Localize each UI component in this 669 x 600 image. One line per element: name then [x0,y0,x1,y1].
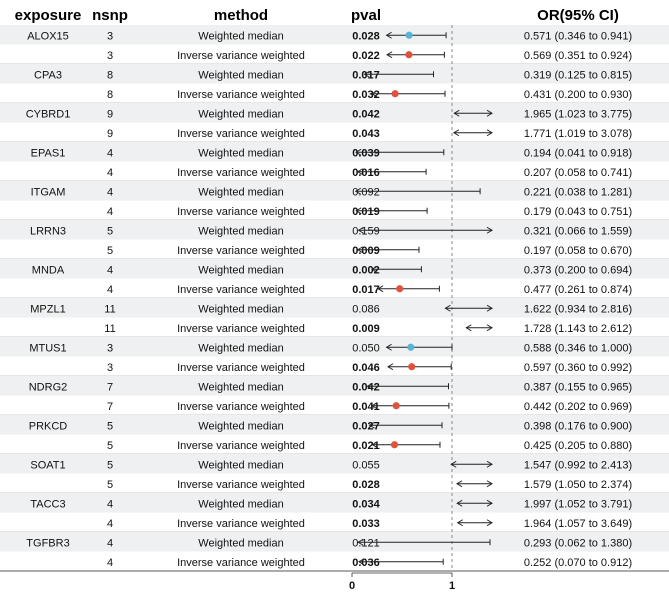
pval-value: 0.009 [352,322,380,335]
method-label: Weighted median [198,381,284,394]
nsnp-value: 9 [106,127,114,140]
or-ci-value: 0.373 (0.200 to 0.694) [523,264,633,277]
method-label: Weighted median [198,420,284,433]
pval-value: 0.042 [352,381,380,394]
pval-value: 0.028 [352,478,380,491]
exposure-label: TACC3 [30,498,66,511]
method-label: Inverse variance weighted [177,361,305,374]
pval-value: 0.017 [352,283,380,296]
method-label: Weighted median [198,537,284,550]
or-ci-value: 0.387 (0.155 to 0.965) [523,381,633,394]
nsnp-value: 4 [106,283,114,296]
method-label: Weighted median [198,186,284,199]
or-point-red [408,363,415,370]
or-ci-value: 0.398 (0.176 to 0.900) [523,420,633,433]
method-label: Inverse variance weighted [177,439,305,452]
method-label: Inverse variance weighted [177,478,305,491]
pval-value: 0.055 [352,459,380,472]
nsnp-value: 3 [106,361,114,374]
method-label: Weighted median [198,147,284,160]
nsnp-value: 9 [106,108,114,121]
or-ci-value: 0.597 (0.360 to 0.992) [523,361,633,374]
pval-value: 0.039 [352,147,380,160]
or-point-red [393,402,400,409]
or-ci-value: 1.997 (1.052 to 3.791) [523,498,633,511]
nsnp-value: 5 [106,478,114,491]
or-point-blue [406,32,413,39]
pval-value: 0.009 [352,244,380,257]
or-point-red [396,285,403,292]
method-label: Weighted median [198,30,284,43]
or-point-red [392,90,399,97]
header-exposure: exposure [14,7,82,24]
method-label: Inverse variance weighted [177,400,305,413]
pval-value: 0.022 [352,49,380,62]
or-ci-value: 0.571 (0.346 to 0.941) [523,30,633,43]
or-ci-value: 1.771 (1.019 to 3.078) [523,127,633,140]
nsnp-value: 3 [106,49,114,62]
or-ci-value: 1.547 (0.992 to 2.413) [523,459,633,472]
pval-value: 0.159 [352,225,380,238]
or-ci-value: 0.252 (0.070 to 0.912) [523,556,633,569]
or-ci-value: 1.622 (0.934 to 2.816) [523,303,633,316]
pval-value: 0.019 [352,205,380,218]
exposure-label: CYBRD1 [25,108,71,121]
exposure-label: TGFBR3 [26,537,70,550]
or-ci-value: 0.321 (0.066 to 1.559) [523,225,633,238]
exposure-label: EPAS1 [30,147,66,160]
method-label: Weighted median [198,69,284,82]
pval-value: 0.043 [352,127,380,140]
method-label: Inverse variance weighted [177,517,305,530]
or-point-red [391,441,398,448]
method-label: Weighted median [198,225,284,238]
nsnp-value: 4 [106,205,114,218]
or-point-red [405,51,412,58]
or-ci-value: 0.207 (0.058 to 0.741) [523,166,633,179]
exposure-label: MTUS1 [29,342,67,355]
or-ci-value: 0.477 (0.261 to 0.874) [523,283,633,296]
nsnp-value: 5 [106,459,114,472]
method-label: Inverse variance weighted [177,166,305,179]
x-axis [0,571,669,592]
method-label: Inverse variance weighted [177,127,305,140]
pval-value: 0.028 [352,30,380,43]
axis-tick-label: 1 [448,580,456,592]
nsnp-value: 4 [106,166,114,179]
method-label: Inverse variance weighted [177,49,305,62]
method-label: Inverse variance weighted [177,244,305,257]
pval-value: 0.027 [352,420,380,433]
or-ci-value: 0.293 (0.062 to 1.380) [523,537,633,550]
or-ci-value: 1.964 (1.057 to 3.649) [523,517,633,530]
pval-value: 0.092 [352,186,380,199]
pval-value: 0.050 [352,342,380,355]
exposure-label: MNDA [31,264,65,277]
pval-value: 0.086 [352,303,380,316]
method-label: Weighted median [198,303,284,316]
or-ci-value: 0.194 (0.041 to 0.918) [523,147,633,160]
method-label: Weighted median [198,498,284,511]
nsnp-value: 8 [106,69,114,82]
nsnp-value: 5 [106,420,114,433]
method-label: Inverse variance weighted [177,322,305,335]
nsnp-value: 4 [106,498,114,511]
nsnp-value: 11 [104,322,116,335]
or-ci-value: 1.965 (1.023 to 3.775) [523,108,633,121]
or-ci-value: 1.728 (1.143 to 2.612) [523,322,633,335]
header-method: method [213,7,269,24]
pval-value: 0.033 [352,517,380,530]
nsnp-value: 5 [106,225,114,238]
nsnp-value: 4 [106,537,114,550]
method-label: Weighted median [198,459,284,472]
exposure-label: ITGAM [30,186,66,199]
pval-value: 0.121 [352,537,380,550]
header-pval: pval [350,7,382,24]
or-ci-value: 0.442 (0.202 to 0.969) [523,400,633,413]
or-ci-value: 1.579 (1.050 to 2.374) [523,478,633,491]
method-label: Inverse variance weighted [177,88,305,101]
or-ci-value: 0.431 (0.200 to 0.930) [523,88,633,101]
method-label: Weighted median [198,264,284,277]
pval-value: 0.042 [352,108,380,121]
method-label: Weighted median [198,108,284,121]
or-ci-value: 0.179 (0.043 to 0.751) [523,205,633,218]
nsnp-value: 4 [106,264,114,277]
nsnp-value: 4 [106,517,114,530]
nsnp-value: 8 [106,88,114,101]
or-point-blue [407,344,414,351]
method-label: Inverse variance weighted [177,283,305,296]
nsnp-value: 4 [106,556,114,569]
nsnp-value: 7 [106,381,114,394]
method-label: Weighted median [198,342,284,355]
pval-value: 0.032 [352,88,380,101]
or-ci-value: 0.588 (0.346 to 1.000) [523,342,633,355]
or-ci-value: 0.569 (0.351 to 0.924) [523,49,633,62]
nsnp-value: 11 [104,303,116,316]
nsnp-value: 4 [106,147,114,160]
exposure-label: CPA3 [34,69,62,82]
pval-value: 0.016 [352,166,380,179]
nsnp-value: 4 [106,186,114,199]
exposure-label: SOAT1 [30,459,66,472]
pval-value: 0.046 [352,361,380,374]
exposure-label: NDRG2 [28,381,68,394]
or-ci-value: 0.197 (0.058 to 0.670) [523,244,633,257]
pval-value: 0.041 [352,400,380,413]
exposure-label: PRKCD [28,420,68,433]
or-ci-value: 0.425 (0.205 to 0.880) [523,439,633,452]
method-label: Inverse variance weighted [177,205,305,218]
method-label: Inverse variance weighted [177,556,305,569]
header-or-ci: OR(95% CI) [537,7,619,24]
pval-value: 0.017 [352,69,380,82]
nsnp-value: 5 [106,439,114,452]
exposure-label: ALOX15 [27,30,69,43]
pval-value: 0.034 [352,498,380,511]
or-ci-value: 0.221 (0.038 to 1.281) [523,186,633,199]
nsnp-value: 3 [106,30,114,43]
pval-value: 0.002 [352,264,380,277]
nsnp-value: 7 [106,400,114,413]
nsnp-value: 3 [106,342,114,355]
pval-value: 0.021 [352,439,380,452]
or-ci-value: 0.319 (0.125 to 0.815) [523,69,633,82]
nsnp-value: 5 [106,244,114,257]
axis-tick-label: 0 [348,580,356,592]
exposure-label: MPZL1 [30,303,66,316]
exposure-label: LRRN3 [29,225,67,238]
table-header [15,7,619,24]
pval-value: 0.036 [352,556,380,569]
header-nsnp: nsnp [92,7,128,24]
